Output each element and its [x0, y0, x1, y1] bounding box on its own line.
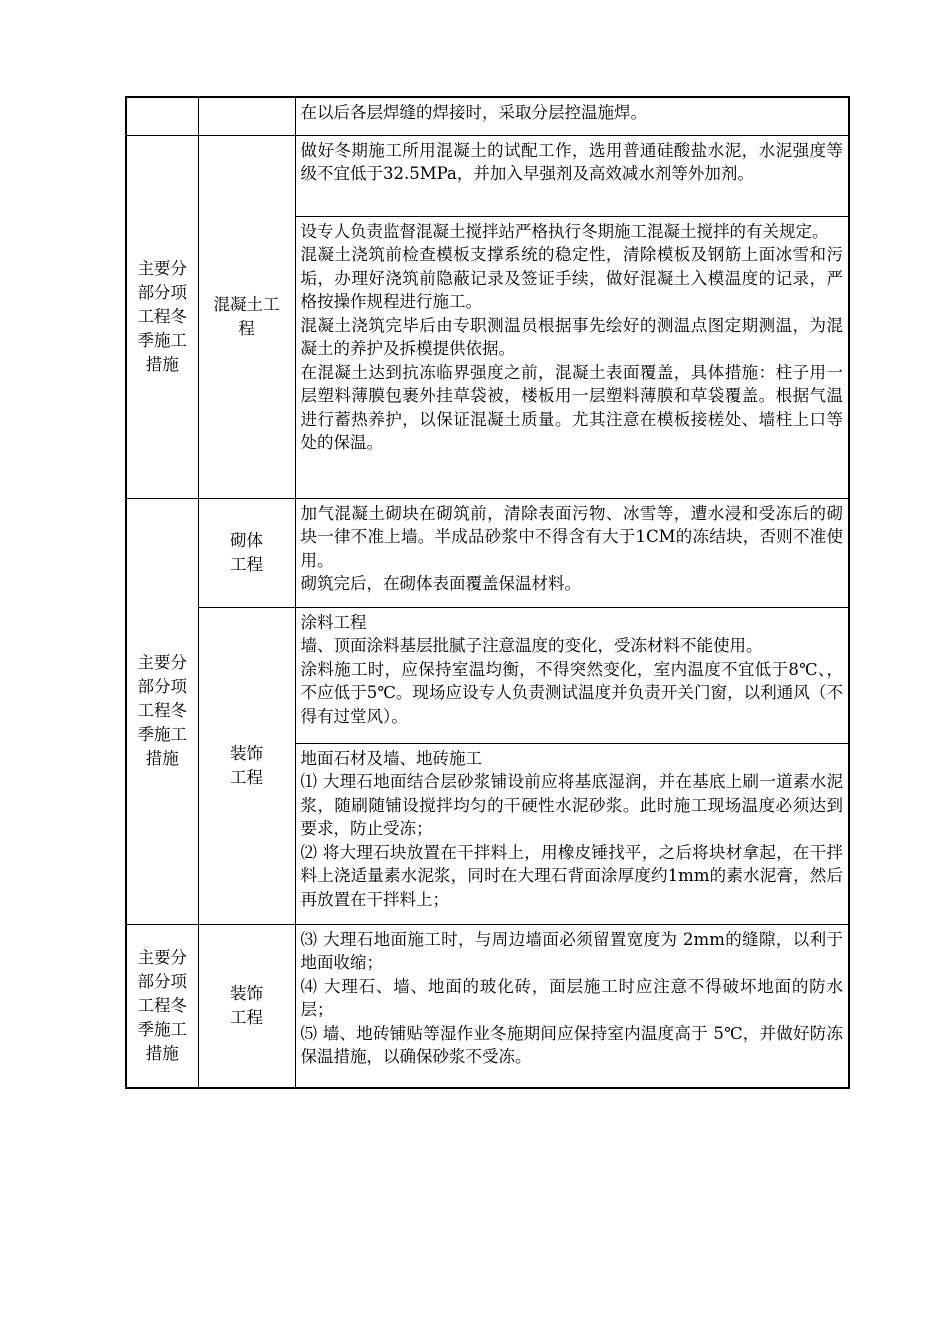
category-cell [126, 924, 198, 1088]
item-line: 工程 [230, 554, 263, 574]
item-cell-concrete [198, 135, 295, 498]
item-line: 装饰 [230, 743, 263, 763]
item-line: 程 [238, 318, 255, 338]
table-row [126, 607, 849, 743]
content-cell [295, 135, 849, 216]
category-line: 部分项 [137, 677, 187, 696]
construction-measures-table [125, 96, 850, 1089]
paragraph: 在以后各层焊缝的焊接时，采取分层控温施焊。 [300, 103, 647, 122]
item-line: 工程 [230, 1007, 263, 1027]
item-cell-empty [198, 97, 295, 135]
paragraph: ⑸ 墙、地砖铺贴等湿作业冬施期间应保持室内温度高于 5℃，并做好防冻保温措施，以确保砂浆不受冻。 [300, 1023, 843, 1066]
paragraph: ⑷ 大理石、墙、地面的玻化砖，面层施工时应注意不得破坏地面的防水层； [300, 976, 843, 1019]
category-line: 主要分 [137, 947, 187, 967]
paragraph: 设专人负责监督混凝土搅拌站严格执行冬期施工混凝土搅拌的有关规定。 [300, 221, 829, 241]
table-row [126, 97, 849, 135]
content-cell [295, 924, 849, 1088]
paragraph: ⑴ 大理石地面结合层砂浆铺设前应将基底湿润，并在基底上刷一道素水泥浆，随刷随铺设搅拌均匀的干硬性水泥砂浆。此时施工现场温度必须达到要求，防止受冻； [300, 772, 843, 838]
category-line: 工程冬 [137, 995, 187, 1015]
category-line: 主要分 [137, 258, 187, 278]
paragraph: 做好冬期施工所用混凝土的试配工作，选用普通硅酸盐水泥，水泥强度等级不宜低于32.5MPa，并加入早强剂及高效减水剂等外加剂。 [300, 140, 843, 183]
item-cell-masonry [198, 498, 295, 607]
paragraph: 混凝土浇筑前检查模板支撑系统的稳定性，清除模板及钢筋上面冰雪和污垢，办理好浇筑前隐蔽记录及签证手续，做好混凝土入模温度的记录，严格按操作规程进行施工。 [300, 245, 843, 311]
section-heading: 涂料工程 [300, 612, 367, 632]
item-line: 装饰 [230, 983, 263, 1003]
content-cell [295, 97, 849, 135]
table-row [126, 924, 849, 1088]
content-cell [295, 743, 849, 924]
category-line: 部分项 [137, 282, 187, 302]
category-line: 部分项 [137, 971, 187, 991]
category-cell [126, 135, 198, 498]
paragraph: 加气混凝土砌块在砌筑前，清除表面污物、冰雪等，遭水浸和受冻后的砌块一律不准上墙。半成品砂浆中不得含有大于1CM的冻结块，否则不准使用。 [300, 503, 843, 570]
category-line: 工程冬 [137, 306, 187, 326]
section-heading: 地面石材及墙、地砖施工 [300, 748, 482, 768]
category-cell-empty [126, 97, 198, 135]
content-cell [295, 498, 849, 607]
paragraph: 砌筑完后，在砌体表面覆盖保温材料。 [300, 574, 581, 593]
paragraph: 混凝土浇筑完毕后由专职测温员根据事先绘好的测温点图定期测温，为混凝土的养护及拆模提供依据。 [300, 315, 843, 358]
item-cell-decoration [198, 607, 295, 924]
category-line: 季施工 [137, 1019, 187, 1039]
paragraph: ⑵ 将大理石块放置在干拌料上，用橡皮锤找平，之后将块材拿起，在干拌料上浇适量素水泥浆，同时在大理石背面涂厚度约1mm的素水泥膏，然后再放置在干拌料上； [300, 842, 843, 909]
content-cell [295, 607, 849, 743]
table-row [126, 498, 849, 607]
paragraph: 在混凝土达到抗冻临界强度之前，混凝土表面覆盖，具体措施：柱子用一层塑料薄膜包裹外挂草袋被，楼板用一层塑料薄膜和草袋覆盖。根据气温进行蓄热养护，以保证混凝土质量。尤其注意在模板接槎处、墙柱上口等处的保温。 [300, 362, 843, 452]
item-line: 砌体 [230, 530, 263, 550]
category-line: 措施 [145, 354, 179, 374]
paragraph: 涂料施工时，应保持室温均衡，不得突然变化，室内温度不宜低于8℃、，不应低于5℃。现场应设专人负责测试温度并负责开关门窗，以利通风（不得有过堂风）。 [300, 659, 843, 726]
category-line: 工程冬 [137, 701, 187, 720]
category-line: 措施 [145, 1043, 179, 1063]
category-line: 季施工 [137, 725, 187, 744]
item-line: 工程 [230, 767, 263, 787]
paragraph: 墙、顶面涂料基层批腻子注意温度的变化，受冻材料不能使用。 [300, 636, 763, 655]
table-row [126, 135, 849, 216]
category-line: 季施工 [137, 330, 187, 350]
item-line: 混凝土工 [213, 294, 280, 314]
paragraph: ⑶ 大理石地面施工时，与周边墙面必须留置宽度为 2mm的缝隙，以利于地面收缩； [300, 929, 843, 972]
item-cell-decoration [198, 924, 295, 1088]
content-cell [295, 216, 849, 498]
category-line: 主要分 [137, 653, 187, 672]
category-cell [126, 498, 198, 924]
category-line: 措施 [145, 749, 179, 768]
